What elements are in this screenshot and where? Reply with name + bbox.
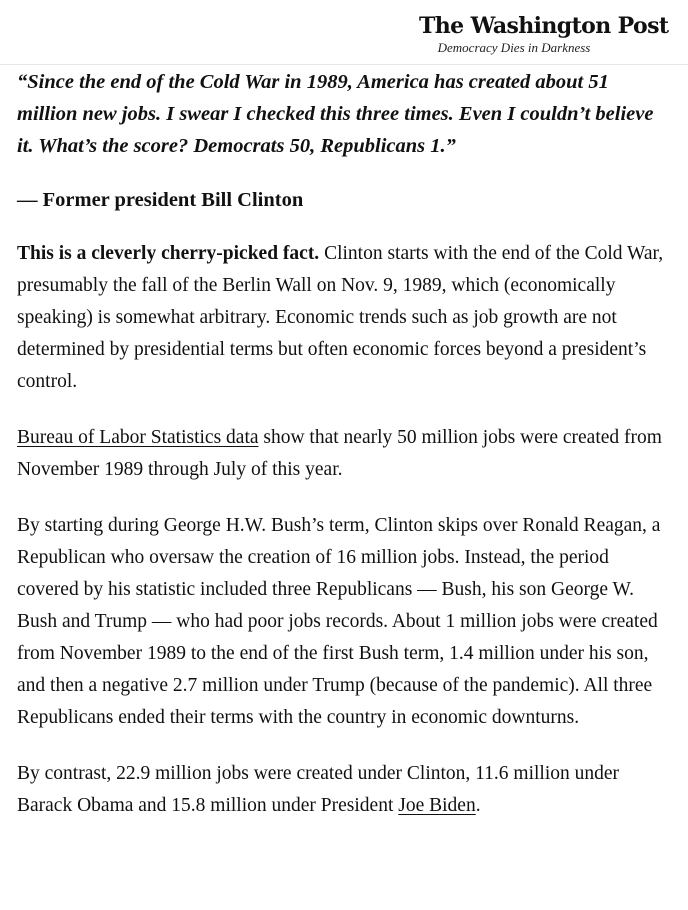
paragraph-4 <box>17 758 672 822</box>
paragraph-3: By starting during George H.W. Bush’s term, Clinton skips over Ronald Reagan, a Republican who oversaw the creation of 16 million jobs. Instead, the period covered by his statistic included three Republicans — Bush, his son George W. Bush and Trump — who had poor jobs records. About 1 million jobs were created from November 1989 to the end of the first Bush term, 1.4 million under his son, and then a negative 2.7 million under Trump (because of the pandemic). All three Republicans ended their terms with the country in economic downturns. <box>17 515 661 728</box>
bls-data-link[interactable]: Bureau of Labor Statistics data <box>17 427 259 448</box>
article-body <box>17 66 672 846</box>
quote-attribution: — Former president Bill Clinton <box>17 189 304 211</box>
paragraph-4-end: . <box>475 795 481 816</box>
washington-post-logo[interactable] <box>419 12 669 55</box>
paragraph-2 <box>17 422 672 486</box>
paragraph-1-text: Clinton starts with the end of the Cold War, presumably the fall of the Berlin Wall on Nov. 9, 1989, which (economically speaking) is somewhat arbitrary. Economic trends such as job growth are not determined by presidential terms but often economic forces beyond a president’s control. <box>17 243 664 392</box>
joe-biden-link[interactable]: Joe Biden <box>398 795 476 816</box>
paragraph-1-lead: This is a cleverly cherry-picked fact. <box>17 243 320 264</box>
logo-tagline: Democracy Dies in Darkness <box>437 40 591 55</box>
paragraph-2-text: show that nearly 50 million jobs were created from November 1989 through July of this year. <box>17 427 662 480</box>
paragraph-4-text: By contrast, 22.9 million jobs were created under Clinton, 11.6 million under Barack Obama and 15.8 million under President <box>17 763 620 816</box>
masthead <box>0 0 688 65</box>
pull-quote: “Since the end of the Cold War in 1989, America has created about 51 million new jobs. I swear I checked this three times. Even I couldn’t believe it. What’s the score? Democrats 50, Republicans 1.” <box>17 71 654 157</box>
paragraph-1 <box>17 238 672 398</box>
logo-wordmark: The Washington Post <box>419 13 669 39</box>
